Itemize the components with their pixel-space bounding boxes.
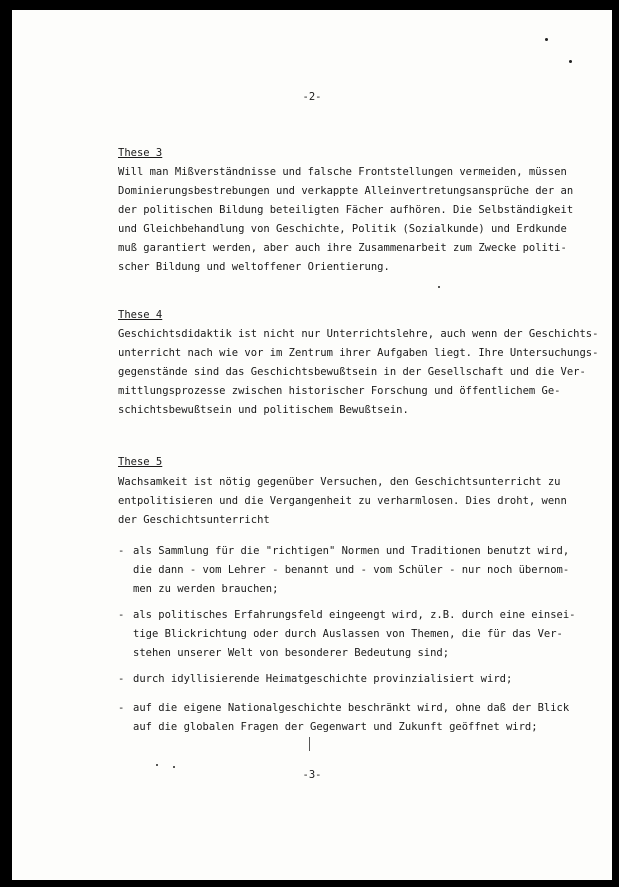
text-line: tige Blickrichtung oder durch Auslassen von Themen, die für das Ver- (133, 628, 563, 640)
list-item-text (133, 606, 576, 663)
scan-speck (569, 60, 572, 63)
text-line: schichtsbewußtsein und politischem Bewußtsein. (118, 404, 409, 416)
bullet-dash: - (118, 545, 125, 557)
text-line: men zu werden brauchen; (133, 583, 279, 595)
heading-these-3: These 3 (118, 147, 163, 159)
heading-these-4: These 4 (118, 309, 163, 321)
list-item-text (133, 699, 569, 737)
text-line: Wachsamkeit ist nötig gegenüber Versuchen, den Geschichtsunterricht zu (118, 476, 561, 488)
page-number-top: -2- (302, 91, 322, 103)
scan-speck (545, 38, 548, 41)
paragraph-these-4 (118, 325, 599, 420)
document-page (12, 10, 612, 880)
text-line: entpolitisieren und die Vergangenheit zu verharmlosen. Dies droht, wenn (118, 495, 567, 507)
scan-speck (309, 737, 310, 751)
text-line: und Gleichbehandlung von Geschichte, Politik (Sozialkunde) und Erdkunde (118, 223, 567, 235)
text-line: der politischen Bildung beteiligten Fächer aufhören. Die Selbständigkeit (118, 204, 574, 216)
scan-speck (438, 286, 440, 288)
text-line: mittlungsprozesse zwischen historischer Forschung und öffentlichem Ge- (118, 385, 561, 397)
text-line: scher Bildung und weltoffener Orientierung. (118, 261, 390, 273)
scan-speck (173, 766, 175, 768)
bullet-dash: - (118, 702, 125, 714)
text-line: gegenstände sind das Geschichtsbewußtsein in der Gesellschaft und die Ver- (118, 366, 586, 378)
bullet-dash: - (118, 609, 125, 621)
text-line: Dominierungsbestrebungen und verkappte Alleinvertretungsansprüche der an (118, 185, 574, 197)
paragraph-these-3 (118, 163, 574, 277)
heading-these-5: These 5 (118, 456, 163, 468)
text-line: der Geschichtsunterricht (118, 514, 270, 526)
bullet-dash: - (118, 673, 125, 685)
text-line: als Sammlung für die "richtigen" Normen und Traditionen benutzt wird, (133, 545, 570, 557)
list-item-text (133, 670, 512, 689)
text-line: Geschichtsdidaktik ist nicht nur Unterrichtslehre, auch wenn der Geschichts- (118, 328, 599, 340)
text-line: auf die eigene Nationalgeschichte beschränkt wird, ohne daß der Blick (133, 702, 570, 714)
text-line: muß garantiert werden, aber auch ihre Zusammenarbeit zum Zwecke politi- (118, 242, 567, 254)
text-line: Will man Mißverständnisse und falsche Frontstellungen vermeiden, müssen (118, 166, 567, 178)
text-line: durch idyllisierende Heimatgeschichte provinzialisiert wird; (133, 673, 513, 685)
document-body (12, 10, 612, 880)
list-item-text (133, 542, 569, 599)
scan-speck (156, 764, 158, 766)
text-line: als politisches Erfahrungsfeld eingeengt wird, z.B. durch eine einsei- (133, 609, 576, 621)
text-line: stehen unserer Welt von besonderer Bedeutung sind; (133, 647, 450, 659)
text-line: auf die globalen Fragen der Gegenwart und Zukunft geöffnet wird; (133, 721, 538, 733)
text-line: unterricht nach wie vor im Zentrum ihrer Aufgaben liegt. Ihre Untersuchungs- (118, 347, 599, 359)
page-number-bottom: -3- (302, 769, 322, 781)
text-line: die dann - vom Lehrer - benannt und - vom Schüler - nur noch übernom- (133, 564, 570, 576)
paragraph-these-5 (118, 473, 567, 530)
